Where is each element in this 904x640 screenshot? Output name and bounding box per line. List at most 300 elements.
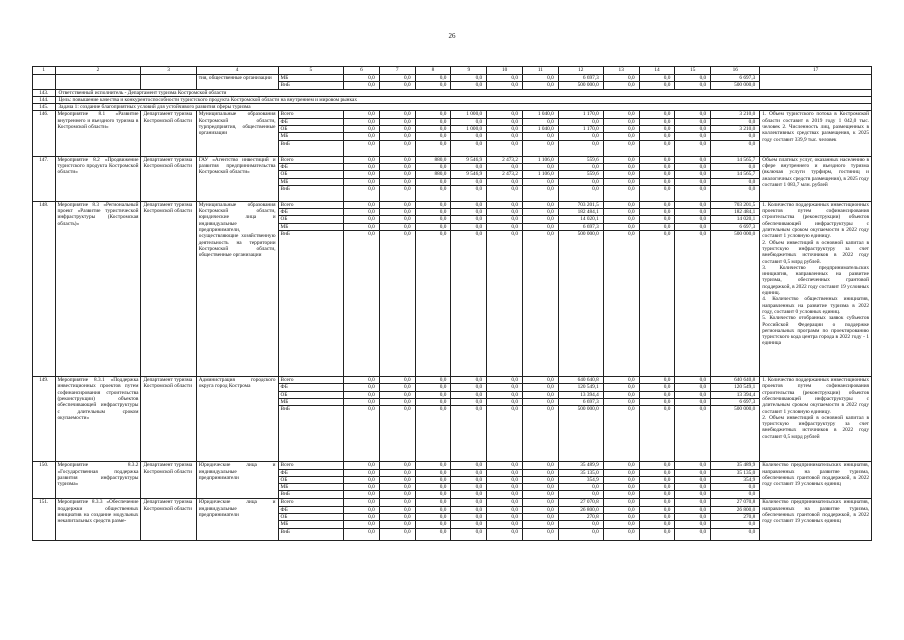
amount-cell: 0,0: [639, 178, 675, 185]
amount-cell: 0,0: [415, 140, 451, 156]
funding-source: МБ: [278, 133, 343, 140]
amount-cell: 0,0: [639, 140, 675, 156]
amount-cell: 0,0: [344, 377, 380, 384]
amount-cell: 0,0: [711, 484, 760, 491]
amount-cell: 0,0: [603, 406, 639, 462]
amount-cell: 1 040,0: [522, 126, 558, 133]
amount-cell: 0,0: [522, 521, 558, 528]
amount-cell: 1 106,0: [522, 156, 558, 163]
amount-cell: 0,0: [379, 111, 415, 118]
amount-cell: 0,0: [415, 111, 451, 118]
amount-cell: 0,0: [675, 75, 711, 82]
amount-cell: 0,0: [415, 384, 451, 391]
amount-cell: 0,0: [487, 231, 523, 377]
funding-source: ВнБ: [278, 140, 343, 156]
row-number: 146.: [33, 111, 56, 156]
amount-cell: 0,0: [415, 398, 451, 405]
amount-cell: 0,0: [451, 476, 487, 483]
amount-cell: 0,0: [639, 111, 675, 118]
section-row: [33, 104, 872, 111]
amount-cell: 0,0: [522, 209, 558, 216]
amount-cell: 9 546,9: [451, 171, 487, 178]
amount-cell: 0,0: [487, 391, 523, 398]
funding-source: ФБ: [278, 118, 343, 125]
amount-cell: 0,0: [711, 185, 760, 201]
amount-cell: 0,0: [558, 484, 603, 491]
amount-cell: 1 170,0: [558, 111, 603, 118]
amount-cell: 0,0: [451, 140, 487, 156]
amount-cell: 0,0: [379, 171, 415, 178]
amount-cell: 0,0: [603, 223, 639, 230]
amount-cell: 0,0: [675, 163, 711, 170]
amount-cell: 0,0: [603, 476, 639, 483]
amount-cell: 0,0: [522, 476, 558, 483]
amount-cell: 0,0: [379, 201, 415, 208]
column-number: 9: [451, 67, 487, 75]
amount-cell: 13 394,4: [711, 391, 760, 398]
amount-cell: 0,0: [451, 216, 487, 223]
row-number: 148.: [33, 201, 56, 376]
amount-cell: 0,0: [344, 528, 380, 540]
amount-cell: 120 549,1: [558, 384, 603, 391]
amount-cell: 0,0: [639, 133, 675, 140]
row-number: 144.: [33, 96, 56, 103]
amount-cell: 14 020,1: [558, 216, 603, 223]
amount-cell: 0,0: [451, 491, 487, 499]
amount-cell: 2 473,2: [487, 171, 523, 178]
amount-cell: 0,0: [487, 384, 523, 391]
amount-cell: 0,0: [451, 118, 487, 125]
amount-cell: 0,0: [379, 185, 415, 201]
amount-cell: 0,0: [379, 514, 415, 521]
column-number: 6: [344, 67, 380, 75]
amount-cell: 0,0: [522, 391, 558, 398]
amount-cell: 0,0: [522, 133, 558, 140]
amount-cell: 0,0: [711, 178, 760, 185]
amount-cell: 0,0: [675, 133, 711, 140]
continued-cell: [141, 75, 196, 90]
amount-cell: 0,0: [522, 406, 558, 462]
amount-cell: 0,0: [603, 506, 639, 513]
amount-cell: 500 000,0: [711, 406, 760, 462]
funding-source: Всего: [278, 462, 343, 469]
measure-name: Мероприятие 8.3.1 «Поддержка инвестиционных проектов путем софинансирования строительства (реконструкции) объектов обеспечивающей инфраструктуры с длительным сроком окупаемости»: [55, 377, 141, 462]
amount-cell: 0,0: [603, 216, 639, 223]
amount-cell: 0,0: [487, 82, 523, 89]
amount-cell: 26 800,0: [558, 506, 603, 513]
amount-cell: 0,0: [451, 82, 487, 89]
funding-source: ОБ: [278, 171, 343, 178]
funding-source: ФБ: [278, 163, 343, 170]
amount-cell: 0,0: [451, 484, 487, 491]
executor-name: Департамент туризма Костромской области: [141, 499, 196, 540]
executor-name: Департамент туризма Костромской области: [141, 462, 196, 499]
amount-cell: 6 697,3: [558, 75, 603, 82]
amount-cell: 0,0: [487, 185, 523, 201]
table-row: [33, 156, 872, 163]
amount-cell: 0,0: [379, 491, 415, 499]
amount-cell: 0,0: [639, 462, 675, 469]
amount-cell: 0,0: [675, 391, 711, 398]
funding-source: ОБ: [278, 391, 343, 398]
amount-cell: 0,0: [487, 209, 523, 216]
amount-cell: 880,0: [415, 171, 451, 178]
amount-cell: 0,0: [344, 406, 380, 462]
amount-cell: 0,0: [379, 377, 415, 384]
table-row: [33, 111, 872, 118]
amount-cell: 0,0: [344, 156, 380, 163]
amount-cell: 0,0: [675, 469, 711, 476]
measure-name: Мероприятие 8.3 «Региональный проект «Развитие туристической инфраструктуры (Костромская область)»: [55, 201, 141, 376]
row-number: 147.: [33, 156, 56, 201]
amount-cell: 0,0: [415, 377, 451, 384]
amount-cell: 0,0: [603, 377, 639, 384]
column-number: 3: [141, 67, 196, 75]
amount-cell: 0,0: [675, 216, 711, 223]
amount-cell: 0,0: [675, 377, 711, 384]
amount-cell: 0,0: [344, 231, 380, 377]
amount-cell: 0,0: [415, 391, 451, 398]
amount-cell: 0,0: [639, 126, 675, 133]
amount-cell: 0,0: [344, 185, 380, 201]
continued-cell: [55, 75, 141, 90]
amount-cell: 0,0: [675, 462, 711, 469]
funding-source: Всего: [278, 377, 343, 384]
amount-cell: 0,0: [639, 484, 675, 491]
amount-cell: 0,0: [603, 126, 639, 133]
amount-cell: 3 210,0: [711, 126, 760, 133]
amount-cell: 0,0: [639, 491, 675, 499]
amount-cell: 559,6: [558, 171, 603, 178]
amount-cell: 0,0: [558, 185, 603, 201]
amount-cell: 26 800,0: [711, 506, 760, 513]
amount-cell: 0,0: [344, 391, 380, 398]
amount-cell: 0,0: [675, 156, 711, 163]
funding-source: ФБ: [278, 506, 343, 513]
amount-cell: 0,0: [487, 521, 523, 528]
amount-cell: 0,0: [522, 163, 558, 170]
amount-cell: 0,0: [344, 514, 380, 521]
column-number: 4: [196, 67, 278, 75]
participant-name: Администрация городского округа город Кострома: [196, 377, 278, 462]
amount-cell: 0,0: [675, 178, 711, 185]
amount-cell: 0,0: [415, 528, 451, 540]
amount-cell: 0,0: [603, 391, 639, 398]
amount-cell: 0,0: [344, 171, 380, 178]
amount-cell: 0,0: [487, 377, 523, 384]
expected-result: 1. Количество поддержанных инвестиционных проектов путем софинансирования строительства (реконструкции) объектов обеспечивающей инфраструктуры с длительным сроком окупаемости в 2022 году составит 1 условную единицу. 2. Объем инвестиций в основной капитал в туристскую инфраструктуру за счет внебюджетных источников в 2022 году составит 0,5 млрд рублей: [760, 377, 872, 462]
funding-source: ВнБ: [278, 231, 343, 377]
amount-cell: 0,0: [603, 156, 639, 163]
column-number: 12: [558, 67, 603, 75]
amount-cell: 0,0: [558, 491, 603, 499]
amount-cell: 0,0: [522, 118, 558, 125]
amount-cell: 0,0: [487, 118, 523, 125]
amount-cell: 0,0: [558, 163, 603, 170]
column-number-row: [33, 67, 872, 75]
column-number: 10: [487, 67, 523, 75]
amount-cell: 270,8: [711, 514, 760, 521]
amount-cell: 0,0: [415, 491, 451, 499]
amount-cell: 0,0: [603, 163, 639, 170]
amount-cell: 0,0: [675, 209, 711, 216]
amount-cell: 0,0: [522, 216, 558, 223]
amount-cell: 0,0: [451, 384, 487, 391]
amount-cell: 0,0: [487, 514, 523, 521]
amount-cell: 0,0: [379, 384, 415, 391]
section-row: [33, 96, 872, 103]
funding-source: ОБ: [278, 216, 343, 223]
amount-cell: 0,0: [603, 491, 639, 499]
funding-source: ФБ: [278, 209, 343, 216]
amount-cell: 0,0: [639, 171, 675, 178]
amount-cell: 0,0: [379, 406, 415, 462]
amount-cell: 0,0: [451, 178, 487, 185]
amount-cell: 0,0: [415, 133, 451, 140]
program-table: [32, 66, 872, 541]
amount-cell: 0,0: [344, 469, 380, 476]
amount-cell: 0,0: [522, 506, 558, 513]
amount-cell: 0,0: [379, 82, 415, 89]
amount-cell: 0,0: [522, 462, 558, 469]
amount-cell: 0,0: [379, 528, 415, 540]
amount-cell: 0,0: [344, 140, 380, 156]
amount-cell: 0,0: [451, 75, 487, 82]
section-title: Задача 1: создание благоприятных условий для устойчивого развития сферы туризма: [55, 104, 872, 111]
amount-cell: 0,0: [344, 462, 380, 469]
amount-cell: 0,0: [675, 506, 711, 513]
amount-cell: 0,0: [639, 163, 675, 170]
amount-cell: 0,0: [379, 216, 415, 223]
section-title: Цель: повышение качества и конкурентоспособности туристского продукта Костромской области на внутреннем и мировом рынках: [55, 96, 872, 103]
amount-cell: 0,0: [487, 163, 523, 170]
amount-cell: 0,0: [379, 469, 415, 476]
amount-cell: 0,0: [675, 111, 711, 118]
amount-cell: 0,0: [522, 82, 558, 89]
amount-cell: 0,0: [451, 499, 487, 506]
amount-cell: 0,0: [415, 476, 451, 483]
amount-cell: 0,0: [711, 163, 760, 170]
amount-cell: 0,0: [487, 178, 523, 185]
funding-source: Всего: [278, 156, 343, 163]
measure-name: Мероприятие 8.2 «Продвижение туристского продукта Костромской области»: [55, 156, 141, 201]
amount-cell: 0,0: [379, 506, 415, 513]
amount-cell: 0,0: [675, 171, 711, 178]
amount-cell: 0,0: [522, 514, 558, 521]
participant-cell: тия, общественные организации: [196, 75, 278, 90]
amount-cell: 0,0: [451, 528, 487, 540]
amount-cell: 0,0: [379, 499, 415, 506]
amount-cell: 0,0: [603, 462, 639, 469]
amount-cell: 0,0: [344, 178, 380, 185]
amount-cell: 0,0: [379, 484, 415, 491]
amount-cell: 0,0: [639, 391, 675, 398]
amount-cell: 14 565,7: [711, 171, 760, 178]
amount-cell: 0,0: [379, 223, 415, 230]
participant-name: Муниципальные образования Костромской области, турпредприятия, общественные организации: [196, 111, 278, 156]
amount-cell: 0,0: [415, 499, 451, 506]
amount-cell: 0,0: [487, 469, 523, 476]
amount-cell: 0,0: [379, 178, 415, 185]
amount-cell: 0,0: [415, 75, 451, 82]
amount-cell: 0,0: [675, 514, 711, 521]
amount-cell: 0,0: [415, 462, 451, 469]
amount-cell: 500 000,0: [711, 231, 760, 377]
amount-cell: 0,0: [675, 140, 711, 156]
amount-cell: 0,0: [344, 111, 380, 118]
amount-cell: 6 697,3: [558, 398, 603, 405]
amount-cell: 0,0: [522, 223, 558, 230]
amount-cell: 0,0: [344, 126, 380, 133]
funding-source: МБ: [278, 521, 343, 528]
amount-cell: 0,0: [603, 514, 639, 521]
funding-source: МБ: [278, 223, 343, 230]
amount-cell: 500 000,0: [558, 82, 603, 89]
participant-name: Муниципальные образования Костромской области, юридические лица и индивидуальные предприниматели, осуществляющие хозяйственную деятельность на территории Костромской области, общественные организации: [196, 201, 278, 376]
amount-cell: 0,0: [379, 75, 415, 82]
amount-cell: 0,0: [639, 521, 675, 528]
amount-cell: 0,0: [451, 406, 487, 462]
amount-cell: 0,0: [415, 514, 451, 521]
amount-cell: 0,0: [487, 75, 523, 82]
amount-cell: 0,0: [522, 398, 558, 405]
amount-cell: 0,0: [639, 377, 675, 384]
amount-cell: 0,0: [451, 391, 487, 398]
amount-cell: 0,0: [344, 163, 380, 170]
amount-cell: 0,0: [487, 140, 523, 156]
amount-cell: 0,0: [415, 469, 451, 476]
column-number: 5: [278, 67, 343, 75]
amount-cell: 0,0: [522, 231, 558, 377]
amount-cell: 0,0: [451, 231, 487, 377]
executor-name: Департамент туризма Костромской области: [141, 111, 196, 156]
amount-cell: 0,0: [379, 118, 415, 125]
amount-cell: 703 201,5: [558, 201, 603, 208]
column-number: 16: [711, 67, 760, 75]
amount-cell: 0,0: [522, 499, 558, 506]
amount-cell: 0,0: [675, 476, 711, 483]
column-number: 15: [675, 67, 711, 75]
amount-cell: 35 489,9: [558, 462, 603, 469]
amount-cell: 0,0: [415, 216, 451, 223]
table-row: [33, 75, 872, 82]
funding-source: ФБ: [278, 384, 343, 391]
amount-cell: 0,0: [487, 528, 523, 540]
amount-cell: 0,0: [558, 133, 603, 140]
amount-cell: 9 546,9: [451, 156, 487, 163]
participant-name: Юридические лица и индивидуальные предприниматели: [196, 499, 278, 540]
column-number: 1: [33, 67, 56, 75]
amount-cell: 0,0: [487, 406, 523, 462]
amount-cell: 0,0: [639, 216, 675, 223]
column-number: 17: [760, 67, 872, 75]
amount-cell: 0,0: [603, 171, 639, 178]
amount-cell: 0,0: [344, 216, 380, 223]
expected-result: Количество предпринимательских инициатив, направленных на развитие туризма, обеспеченных грантовой поддержкой, в 2022 году составит 19 условных единиц: [760, 462, 872, 499]
amount-cell: 0,0: [451, 469, 487, 476]
amount-cell: 0,0: [603, 82, 639, 89]
amount-cell: 0,0: [639, 185, 675, 201]
amount-cell: 0,0: [675, 231, 711, 377]
amount-cell: 1 170,0: [558, 126, 603, 133]
continued-cell: [33, 75, 56, 90]
amount-cell: 354,9: [711, 476, 760, 483]
result-cell: [760, 75, 872, 90]
expected-result: 1. Количество поддержанных инвестиционных проектов путем софинансирования строительства (реконструкции) объектов обеспечивающей инфраструктуры с длительным сроком окупаемости в 2022 году составит 1 условную единицу. 2. Объем инвестиций в основной капитал в туристскую инфраструктуру за счет внебюджетных источников в 2022 году составит 0,5 млрд рублей. 3. Количество предпринимательских инициатив, направленных на развитие туризма, обеспеченных грантовой поддержкой, в 2022 году составит 19 условных единиц. 4. Количество общественных инициатив, направленных на развитие туризма в 2022 году, составит 0 условных единиц. 5. Количество отобранных заявок субъектов Российской Федерации о поддержке региональных программ по проектированию туристского кода центра города в 2022 году - 1 единица: [760, 201, 872, 376]
row-number: 143.: [33, 89, 56, 96]
amount-cell: 0,0: [415, 406, 451, 462]
amount-cell: 0,0: [639, 82, 675, 89]
amount-cell: 0,0: [451, 506, 487, 513]
amount-cell: 0,0: [558, 118, 603, 125]
row-number: 150.: [33, 462, 56, 499]
amount-cell: 0,0: [522, 178, 558, 185]
amount-cell: 0,0: [344, 82, 380, 89]
amount-cell: 0,0: [487, 133, 523, 140]
participant-name: Юридические лица и индивидуальные предприниматели: [196, 462, 278, 499]
amount-cell: 0,0: [603, 499, 639, 506]
amount-cell: 0,0: [451, 514, 487, 521]
amount-cell: 0,0: [344, 118, 380, 125]
amount-cell: 640 640,8: [558, 377, 603, 384]
amount-cell: 0,0: [451, 223, 487, 230]
amount-cell: 0,0: [522, 384, 558, 391]
amount-cell: 640 640,8: [711, 377, 760, 384]
column-number: 8: [415, 67, 451, 75]
amount-cell: 0,0: [711, 521, 760, 528]
amount-cell: 0,0: [451, 377, 487, 384]
page-number: 26: [448, 32, 456, 40]
amount-cell: 27 070,8: [711, 499, 760, 506]
amount-cell: 0,0: [603, 140, 639, 156]
funding-source: ФБ: [278, 469, 343, 476]
amount-cell: 0,0: [639, 118, 675, 125]
measure-name: Мероприятие 8.3.3 «Обеспечение поддержки общественных инициатив на создание модульных некапитальных средств разме-: [55, 499, 141, 540]
funding-source: Всего: [278, 201, 343, 208]
funding-source: ОБ: [278, 514, 343, 521]
table-row: [33, 462, 872, 469]
amount-cell: 0,0: [379, 391, 415, 398]
amount-cell: 13 394,4: [558, 391, 603, 398]
funding-source: Всего: [278, 499, 343, 506]
amount-cell: 0,0: [487, 462, 523, 469]
amount-cell: 500 000,0: [558, 406, 603, 462]
amount-cell: 1 040,0: [522, 111, 558, 118]
amount-cell: 14 020,1: [711, 216, 760, 223]
amount-cell: 0,0: [639, 384, 675, 391]
amount-cell: 0,0: [522, 469, 558, 476]
amount-cell: 0,0: [711, 491, 760, 499]
amount-cell: 0,0: [415, 185, 451, 201]
amount-cell: 0,0: [379, 521, 415, 528]
amount-cell: 35 135,0: [711, 469, 760, 476]
amount-cell: 270,8: [558, 514, 603, 521]
amount-cell: 0,0: [639, 514, 675, 521]
amount-cell: 0,0: [487, 111, 523, 118]
amount-cell: 0,0: [379, 398, 415, 405]
amount-cell: 0,0: [639, 398, 675, 405]
amount-cell: 0,0: [379, 140, 415, 156]
amount-cell: 0,0: [451, 133, 487, 140]
amount-cell: 0,0: [639, 476, 675, 483]
amount-cell: 1 106,0: [522, 171, 558, 178]
amount-cell: 0,0: [451, 185, 487, 201]
amount-cell: 0,0: [415, 163, 451, 170]
amount-cell: 14 565,7: [711, 156, 760, 163]
amount-cell: 0,0: [603, 185, 639, 201]
amount-cell: 0,0: [379, 133, 415, 140]
amount-cell: 0,0: [487, 398, 523, 405]
